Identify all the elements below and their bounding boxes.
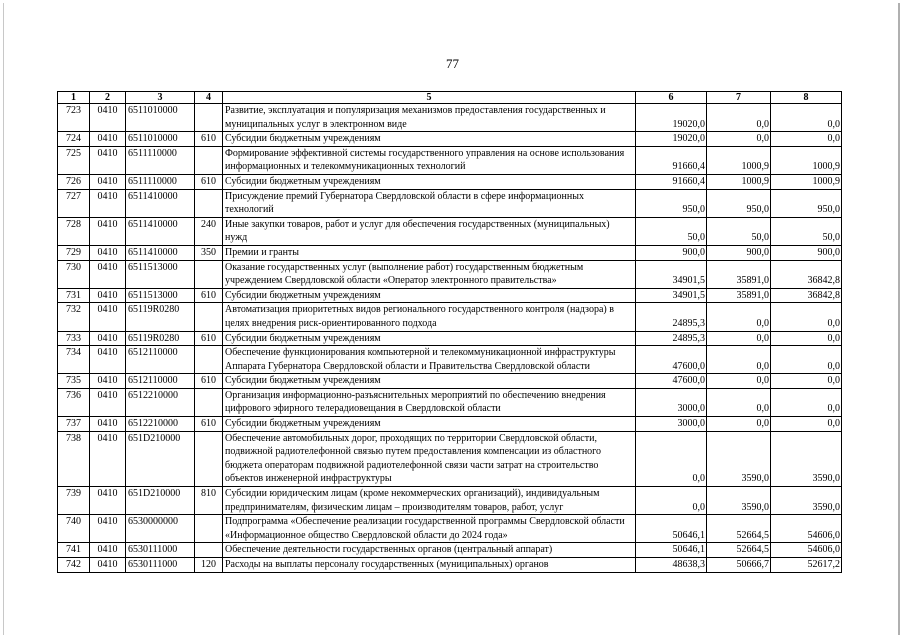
expense-type-cell: [195, 388, 223, 416]
amount-col7-cell: 35891,0: [707, 288, 771, 303]
section-code-cell: 0410: [90, 189, 126, 217]
row-number-cell: 739: [58, 487, 90, 515]
section-code-cell: 0410: [90, 374, 126, 389]
target-article-cell: 651D210000: [126, 431, 195, 486]
row-number-cell: 729: [58, 245, 90, 260]
amount-col7-cell: 35891,0: [707, 260, 771, 288]
table-row: [58, 388, 842, 416]
row-number-cell: 725: [58, 146, 90, 174]
expense-type-cell: 610: [195, 331, 223, 346]
row-number-cell: 741: [58, 543, 90, 558]
page-number: 77: [446, 56, 459, 71]
section-code-cell: 0410: [90, 515, 126, 543]
section-code-cell: 0410: [90, 217, 126, 245]
amount-col8-cell: 0,0: [771, 388, 842, 416]
amount-col6-cell: 0,0: [636, 487, 707, 515]
section-code-cell: 0410: [90, 288, 126, 303]
target-article-cell: 6512110000: [126, 374, 195, 389]
amount-col8-cell: 950,0: [771, 189, 842, 217]
amount-col7-cell: 0,0: [707, 388, 771, 416]
table-row: [58, 331, 842, 346]
amount-col6-cell: 900,0: [636, 245, 707, 260]
amount-col7-cell: 1000,9: [707, 146, 771, 174]
table-row: [58, 431, 842, 486]
expense-type-cell: 120: [195, 558, 223, 573]
item-name-cell: Субсидии бюджетным учреждениям: [223, 174, 636, 189]
target-article-cell: 6511410000: [126, 189, 195, 217]
amount-col6-cell: 34901,5: [636, 260, 707, 288]
amount-col8-cell: 1000,9: [771, 174, 842, 189]
table-row: [58, 515, 842, 543]
table-row: [58, 132, 842, 147]
row-number-cell: 732: [58, 303, 90, 331]
amount-col7-cell: 1000,9: [707, 174, 771, 189]
amount-col8-cell: 0,0: [771, 346, 842, 374]
expense-type-cell: [195, 303, 223, 331]
header-cell: 3: [126, 92, 195, 104]
target-article-cell: 6511110000: [126, 146, 195, 174]
target-article-cell: 6530000000: [126, 515, 195, 543]
section-code-cell: 0410: [90, 487, 126, 515]
amount-col8-cell: 54606,0: [771, 515, 842, 543]
amount-col6-cell: 34901,5: [636, 288, 707, 303]
row-number-cell: 737: [58, 417, 90, 432]
target-article-cell: 65119R0280: [126, 331, 195, 346]
amount-col8-cell: 0,0: [771, 303, 842, 331]
target-article-cell: 6512210000: [126, 417, 195, 432]
table-row: [58, 260, 842, 288]
table-body: [58, 104, 842, 573]
item-name-cell: Присуждение премий Губернатора Свердловской области в сфере информационных технологий: [223, 189, 636, 217]
amount-col6-cell: 19020,0: [636, 132, 707, 147]
amount-col7-cell: 52664,5: [707, 515, 771, 543]
expense-type-cell: 610: [195, 174, 223, 189]
item-name-cell: Организация информационно-разъяснительных мероприятий по обеспечению внедрения цифрового эфирного телерадиовещания в Свердловской области: [223, 388, 636, 416]
expense-type-cell: [195, 260, 223, 288]
table-row: [58, 189, 842, 217]
item-name-cell: Субсидии юридическим лицам (кроме некоммерческих организаций), индивидуальным предпринимателям, физическим лицам – производителям товаров, работ, услуг: [223, 487, 636, 515]
amount-col7-cell: 0,0: [707, 374, 771, 389]
expense-type-cell: [195, 346, 223, 374]
table-row: [58, 146, 842, 174]
amount-col7-cell: 52664,5: [707, 543, 771, 558]
row-number-cell: 726: [58, 174, 90, 189]
header-cell: 7: [707, 92, 771, 104]
target-article-cell: 6511110000: [126, 174, 195, 189]
amount-col8-cell: 3590,0: [771, 487, 842, 515]
table-row: [58, 245, 842, 260]
amount-col7-cell: 950,0: [707, 189, 771, 217]
expense-type-cell: 240: [195, 217, 223, 245]
table-row: [58, 303, 842, 331]
table-row: [58, 174, 842, 189]
row-number-cell: 733: [58, 331, 90, 346]
table-row: [58, 104, 842, 132]
target-article-cell: 6511410000: [126, 217, 195, 245]
amount-col6-cell: 950,0: [636, 189, 707, 217]
amount-col6-cell: 19020,0: [636, 104, 707, 132]
amount-col8-cell: 36842,8: [771, 260, 842, 288]
section-code-cell: 0410: [90, 558, 126, 573]
amount-col6-cell: 91660,4: [636, 146, 707, 174]
row-number-cell: 734: [58, 346, 90, 374]
row-number-cell: 738: [58, 431, 90, 486]
section-code-cell: 0410: [90, 388, 126, 416]
expense-type-cell: 610: [195, 417, 223, 432]
table-row: [58, 543, 842, 558]
section-code-cell: 0410: [90, 331, 126, 346]
section-code-cell: 0410: [90, 104, 126, 132]
row-number-cell: 723: [58, 104, 90, 132]
amount-col8-cell: 1000,9: [771, 146, 842, 174]
amount-col7-cell: 900,0: [707, 245, 771, 260]
section-code-cell: 0410: [90, 431, 126, 486]
amount-col8-cell: 50,0: [771, 217, 842, 245]
amount-col8-cell: 36842,8: [771, 288, 842, 303]
item-name-cell: Обеспечение функционирования компьютерной и телекоммуникационной инфраструктуры Аппарата Губернатора Свердловской области и Правительства Свердловской области: [223, 346, 636, 374]
amount-col8-cell: 0,0: [771, 331, 842, 346]
header-cell: 2: [90, 92, 126, 104]
amount-col7-cell: 0,0: [707, 417, 771, 432]
amount-col7-cell: 0,0: [707, 132, 771, 147]
row-number-cell: 736: [58, 388, 90, 416]
header-row: [58, 92, 842, 104]
budget-table: [57, 91, 842, 573]
section-code-cell: 0410: [90, 303, 126, 331]
section-code-cell: 0410: [90, 260, 126, 288]
header-cell: 6: [636, 92, 707, 104]
section-code-cell: 0410: [90, 346, 126, 374]
item-name-cell: Обеспечение деятельности государственных органов (центральный аппарат): [223, 543, 636, 558]
table-row: [58, 374, 842, 389]
row-number-cell: 728: [58, 217, 90, 245]
table-row: [58, 487, 842, 515]
item-name-cell: Субсидии бюджетным учреждениям: [223, 331, 636, 346]
target-article-cell: 651D210000: [126, 487, 195, 515]
target-article-cell: 6511010000: [126, 132, 195, 147]
table-row: [58, 288, 842, 303]
item-name-cell: Субсидии бюджетным учреждениям: [223, 374, 636, 389]
amount-col7-cell: 0,0: [707, 303, 771, 331]
amount-col6-cell: 47600,0: [636, 374, 707, 389]
table-row: [58, 217, 842, 245]
item-name-cell: Оказание государственных услуг (выполнение работ) государственным бюджетным учреждением Свердловской области «Оператор электронного правительства»: [223, 260, 636, 288]
target-article-cell: 6511410000: [126, 245, 195, 260]
header-cell: 8: [771, 92, 842, 104]
target-article-cell: 6511513000: [126, 288, 195, 303]
amount-col7-cell: 50666,7: [707, 558, 771, 573]
table-row: [58, 558, 842, 573]
item-name-cell: Расходы на выплаты персоналу государственных (муниципальных) органов: [223, 558, 636, 573]
amount-col8-cell: 0,0: [771, 417, 842, 432]
section-code-cell: 0410: [90, 174, 126, 189]
target-article-cell: 6511010000: [126, 104, 195, 132]
expense-type-cell: 810: [195, 487, 223, 515]
amount-col6-cell: 24895,3: [636, 303, 707, 331]
header-cell: 4: [195, 92, 223, 104]
item-name-cell: Развитие, эксплуатация и популяризация механизмов предоставления государственных и муниципальных услуг в электронном виде: [223, 104, 636, 132]
target-article-cell: 6530111000: [126, 543, 195, 558]
row-number-cell: 731: [58, 288, 90, 303]
amount-col6-cell: 91660,4: [636, 174, 707, 189]
row-number-cell: 740: [58, 515, 90, 543]
item-name-cell: Премии и гранты: [223, 245, 636, 260]
amount-col8-cell: 900,0: [771, 245, 842, 260]
item-name-cell: Субсидии бюджетным учреждениям: [223, 417, 636, 432]
target-article-cell: 6512210000: [126, 388, 195, 416]
row-number-cell: 724: [58, 132, 90, 147]
header-cell: 5: [223, 92, 636, 104]
amount-col8-cell: 54606,0: [771, 543, 842, 558]
target-article-cell: 6511513000: [126, 260, 195, 288]
section-code-cell: 0410: [90, 543, 126, 558]
expense-type-cell: [195, 515, 223, 543]
amount-col8-cell: 52617,2: [771, 558, 842, 573]
item-name-cell: Формирование эффективной системы государственного управления на основе использования информационных и телекоммуникационных технологий: [223, 146, 636, 174]
item-name-cell: Субсидии бюджетным учреждениям: [223, 132, 636, 147]
amount-col6-cell: 47600,0: [636, 346, 707, 374]
amount-col6-cell: 50,0: [636, 217, 707, 245]
item-name-cell: Обеспечение автомобильных дорог, проходящих по территории Свердловской области, подвижной радиотелефонной связью путем предоставления компенсации из областного бюджета операторам подвижной радиотелефонной связи части затрат на строительство объектов инженерной инфраструктуры: [223, 431, 636, 486]
row-number-cell: 735: [58, 374, 90, 389]
amount-col7-cell: 3590,0: [707, 487, 771, 515]
amount-col8-cell: 0,0: [771, 132, 842, 147]
amount-col7-cell: 0,0: [707, 331, 771, 346]
item-name-cell: Субсидии бюджетным учреждениям: [223, 288, 636, 303]
amount-col6-cell: 50646,1: [636, 543, 707, 558]
row-number-cell: 742: [58, 558, 90, 573]
expense-type-cell: [195, 431, 223, 486]
row-number-cell: 727: [58, 189, 90, 217]
expense-type-cell: [195, 104, 223, 132]
item-name-cell: Автоматизация приоритетных видов регионального государственного контроля (надзора) в целях внедрения риск-ориентированного подхода: [223, 303, 636, 331]
expense-type-cell: 610: [195, 132, 223, 147]
item-name-cell: Подпрограмма «Обеспечение реализации государственной программы Свердловской области «Информационное общество Свердловской области до 2024 года»: [223, 515, 636, 543]
expense-type-cell: 610: [195, 374, 223, 389]
item-name-cell: Иные закупки товаров, работ и услуг для обеспечения государственных (муниципальных) нужд: [223, 217, 636, 245]
expense-type-cell: 610: [195, 288, 223, 303]
target-article-cell: 6530111000: [126, 558, 195, 573]
table-row: [58, 346, 842, 374]
amount-col6-cell: 3000,0: [636, 417, 707, 432]
amount-col6-cell: 50646,1: [636, 515, 707, 543]
target-article-cell: 6512110000: [126, 346, 195, 374]
amount-col6-cell: 24895,3: [636, 331, 707, 346]
section-code-cell: 0410: [90, 132, 126, 147]
amount-col6-cell: 0,0: [636, 431, 707, 486]
amount-col7-cell: 0,0: [707, 346, 771, 374]
amount-col7-cell: 0,0: [707, 104, 771, 132]
table-row: [58, 417, 842, 432]
amount-col7-cell: 50,0: [707, 217, 771, 245]
expense-type-cell: [195, 189, 223, 217]
expense-type-cell: [195, 146, 223, 174]
expense-type-cell: 350: [195, 245, 223, 260]
amount-col7-cell: 3590,0: [707, 431, 771, 486]
section-code-cell: 0410: [90, 146, 126, 174]
section-code-cell: 0410: [90, 417, 126, 432]
header-cell: 1: [58, 92, 90, 104]
target-article-cell: 65119R0280: [126, 303, 195, 331]
amount-col8-cell: 0,0: [771, 104, 842, 132]
amount-col8-cell: 3590,0: [771, 431, 842, 486]
row-number-cell: 730: [58, 260, 90, 288]
amount-col6-cell: 48638,3: [636, 558, 707, 573]
amount-col8-cell: 0,0: [771, 374, 842, 389]
section-code-cell: 0410: [90, 245, 126, 260]
amount-col6-cell: 3000,0: [636, 388, 707, 416]
expense-type-cell: [195, 543, 223, 558]
